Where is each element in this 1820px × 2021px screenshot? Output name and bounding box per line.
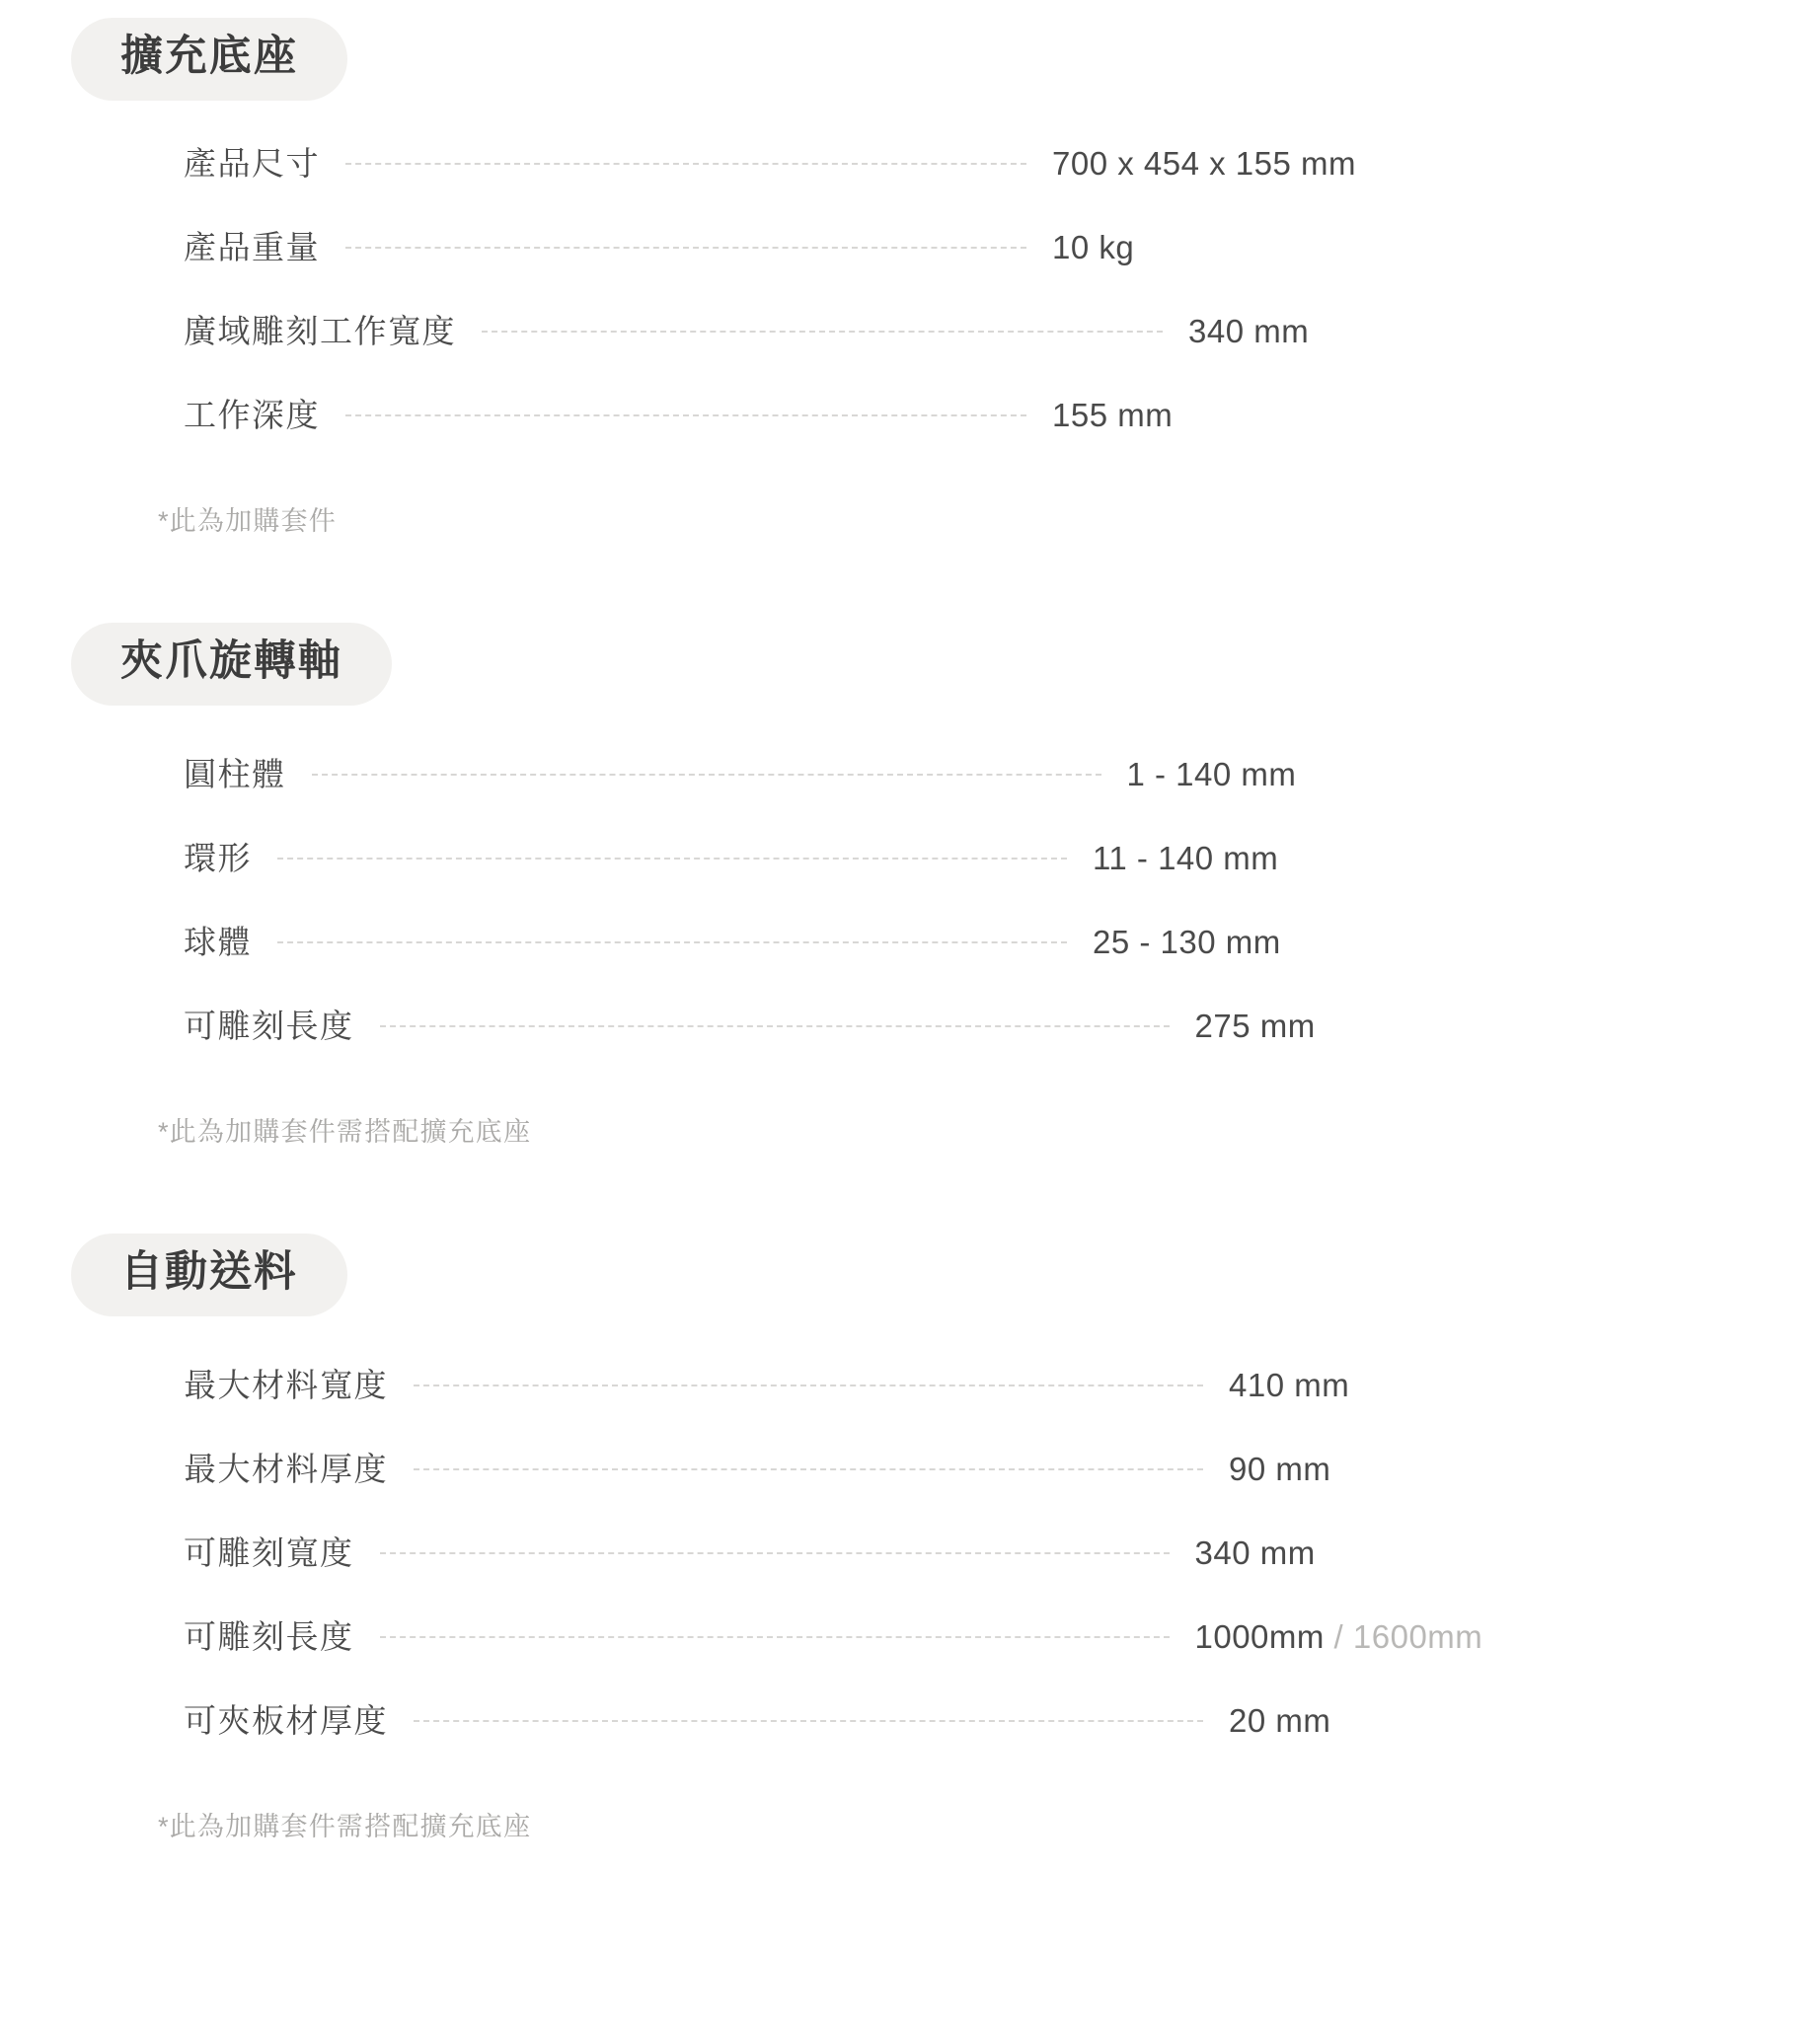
section-title: 夾爪旋轉軸 xyxy=(71,623,392,706)
spec-label: 產品重量 xyxy=(184,229,320,266)
spec-value xyxy=(1195,1618,1659,1656)
spec-label: 可雕刻長度 xyxy=(184,1008,354,1045)
spec-value: 90 mm xyxy=(1229,1451,1331,1488)
spec-row xyxy=(0,138,1820,222)
spec-row xyxy=(0,306,1820,390)
spec-label: 可雕刻長度 xyxy=(184,1618,354,1656)
spec-value-secondary: / 1600mm xyxy=(1324,1618,1483,1656)
spec-label: 產品尺寸 xyxy=(184,145,320,183)
section-footnote: *此為加購套件 xyxy=(158,506,337,537)
spec-value: 340 mm xyxy=(1188,313,1310,350)
spec-row xyxy=(0,1360,1820,1444)
section-footnote: *此為加購套件需搭配擴充底座 xyxy=(158,1117,532,1148)
spec-label: 可雕刻寬度 xyxy=(184,1534,354,1572)
dotted-leader xyxy=(277,858,1067,861)
section-expansion-dock xyxy=(0,18,1820,538)
dotted-leader xyxy=(277,941,1067,944)
top-spacer xyxy=(0,0,1820,18)
section-footnote: *此為加購套件需搭配擴充底座 xyxy=(158,1812,532,1842)
spec-row xyxy=(0,833,1820,917)
spec-label: 環形 xyxy=(184,840,252,877)
dotted-leader xyxy=(482,331,1163,334)
section-title: 擴充底座 xyxy=(71,18,347,101)
spec-value: 275 mm xyxy=(1194,1008,1316,1045)
spec-value-primary: 1000mm xyxy=(1194,1618,1325,1656)
dotted-leader xyxy=(312,774,1101,777)
section-auto-feeder xyxy=(0,1234,1820,1843)
dotted-leader xyxy=(345,414,1026,417)
section-title: 自動送料 xyxy=(71,1234,347,1316)
spec-row xyxy=(0,749,1820,833)
spec-row xyxy=(0,1528,1820,1611)
spec-value: 10 kg xyxy=(1052,229,1135,266)
spec-row xyxy=(0,390,1820,474)
dotted-leader xyxy=(414,1720,1203,1723)
dotted-leader xyxy=(414,1385,1203,1387)
section-title-wrap xyxy=(71,623,1820,706)
spec-list xyxy=(0,749,1820,1085)
spec-value: 340 mm xyxy=(1194,1534,1316,1572)
spec-row xyxy=(0,1695,1820,1779)
dotted-leader xyxy=(414,1468,1203,1471)
spec-label: 工作深度 xyxy=(184,397,320,434)
section-title-wrap xyxy=(71,1234,1820,1316)
spec-list xyxy=(0,1360,1820,1779)
dotted-leader xyxy=(380,1636,1170,1639)
spec-label: 廣域雕刻工作寬度 xyxy=(184,313,456,350)
spec-value: 20 mm xyxy=(1229,1702,1331,1740)
spec-row xyxy=(0,222,1820,306)
spec-list xyxy=(0,138,1820,474)
dotted-leader xyxy=(345,247,1026,250)
spec-label: 球體 xyxy=(184,924,252,961)
spec-row xyxy=(0,917,1820,1001)
section-rotary-chuck xyxy=(0,623,1820,1149)
spec-value: 11 - 140 mm xyxy=(1093,840,1279,877)
spec-value: 1 - 140 mm xyxy=(1126,756,1297,793)
spec-label: 最大材料厚度 xyxy=(184,1451,388,1488)
spec-value: 25 - 130 mm xyxy=(1093,924,1281,961)
spec-label: 最大材料寬度 xyxy=(184,1367,388,1404)
dotted-leader xyxy=(345,163,1026,166)
spec-row xyxy=(0,1001,1820,1085)
spec-label: 圓柱體 xyxy=(184,756,286,793)
dotted-leader xyxy=(380,1025,1170,1028)
spec-value: 155 mm xyxy=(1052,397,1174,434)
dotted-leader xyxy=(380,1552,1170,1555)
spec-value: 700 x 454 x 155 mm xyxy=(1052,145,1356,183)
spec-row xyxy=(0,1611,1820,1695)
spec-label: 可夾板材厚度 xyxy=(184,1702,388,1740)
section-title-wrap xyxy=(71,18,1820,101)
spec-value: 410 mm xyxy=(1229,1367,1350,1404)
spec-row xyxy=(0,1444,1820,1528)
